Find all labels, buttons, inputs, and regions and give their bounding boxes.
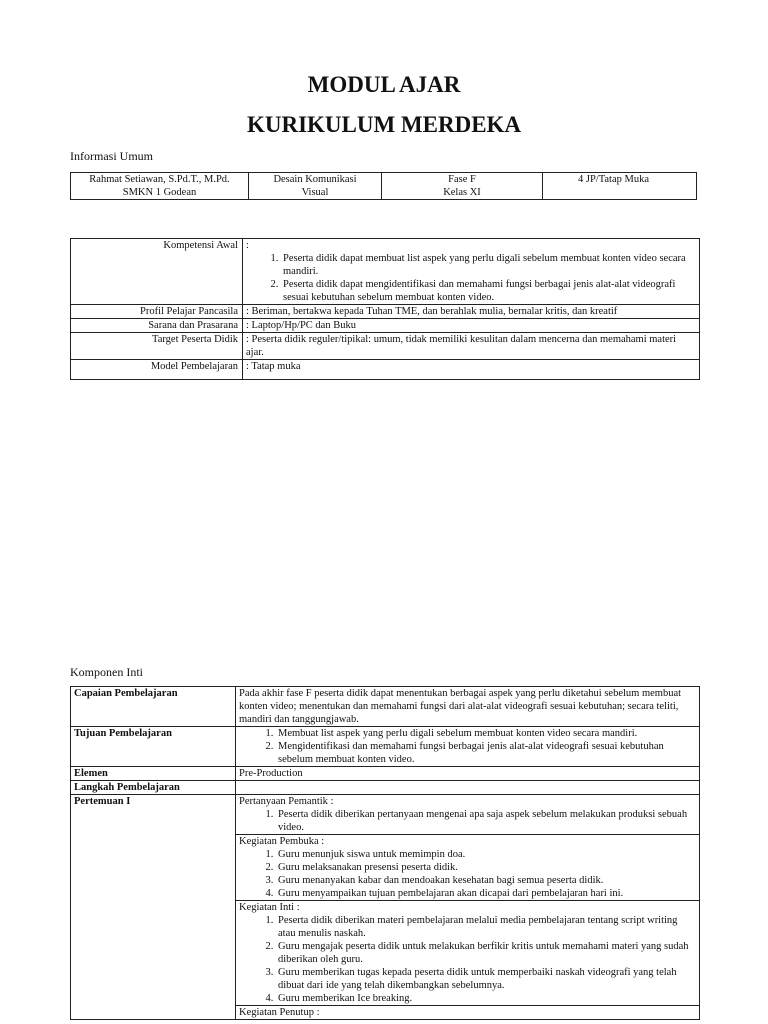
penutup-heading: Kegiatan Penutup :: [239, 1007, 320, 1018]
elemen-value: Pre-Production: [236, 767, 700, 781]
class-text: Kelas XI: [443, 187, 481, 198]
list-item: 4. Guru memberikan Ice breaking.: [276, 992, 696, 1005]
pemantik-heading: Pertanyaan Pemantik :: [239, 796, 334, 807]
author-name: Rahmat Setiawan, S.Pd.T., M.Pd.: [89, 174, 230, 185]
model-value: : Tatap muka: [243, 360, 700, 380]
model-label: Model Pembelajaran: [71, 360, 243, 380]
inti-heading: Kegiatan Inti :: [239, 902, 300, 913]
tujuan-list: [239, 727, 696, 766]
tujuan-value: [236, 727, 700, 767]
tujuan-label: Tujuan Pembelajaran: [71, 727, 236, 767]
langkah-value: [236, 781, 700, 795]
target-label: Target Peserta Didik: [71, 333, 243, 360]
target-value: : Peserta didik reguler/tipikal: umum, tidak memiliki kesulitan dalam mencerna dan memahami materi ajar.: [243, 333, 700, 360]
list-item: 3. Guru memberikan tugas kepada peserta didik untuk memperbaiki naskah videografi yang telah dibuat dari ide yang telah dikembangkan sebelumnya.: [276, 966, 696, 992]
capaian-label: Capaian Pembelajaran: [71, 687, 236, 727]
school-name: SMKN 1 Godean: [122, 187, 197, 198]
subject-cell: [249, 173, 382, 200]
capaian-value: Pada akhir fase F peserta didik dapat menentukan berbagai aspek yang perlu diketahui sebelum membuat konten video; menentukan dan memahami fungsi dari alat-alat videografi sesuai kebutuhan; secara teliti, mandiri dan tanggungjawab.: [236, 687, 700, 727]
allocation-cell: [543, 173, 697, 200]
profil-label: Profil Pelajar Pancasila: [71, 305, 243, 319]
core-table: [70, 686, 700, 1020]
list-item: 1. Peserta didik diberikan materi pembelajaran melalui media pembelajaran tentang script writing atau menulis naskah.: [276, 914, 696, 940]
document-title: MODUL AJAR: [307, 72, 461, 97]
penutup-cell: [236, 1006, 700, 1020]
kompetensi-awal-list: [246, 252, 696, 304]
phase-text: Fase F: [448, 174, 476, 185]
list-item: 1. Membuat list aspek yang perlu digali sebelum membuat konten video secara mandiri.: [276, 727, 696, 740]
list-item: 2. Mengidentifikasi dan memahami fungsi berbagai jenis alat-alat videografi sesuai kebutuhan sebelum membuat konten video.: [276, 740, 696, 766]
kompetensi-awal-value: [243, 239, 700, 305]
detail-table: [70, 238, 700, 380]
list-item: 3. Guru menanyakan kabar dan mendoakan kesehatan bagi semua peserta didik.: [276, 874, 696, 887]
pemantik-list: [239, 808, 696, 834]
list-item: 2. Peserta didik dapat mengidentifikasi dan memahami fungsi berbagai jenis alat-alat videografi sesuai kebutuhan sebelum membuat konten video.: [281, 278, 696, 304]
pertemuan-label: Pertemuan I: [71, 795, 236, 1020]
list-item: 1. Peserta didik diberikan pertanyaan mengenai apa saja aspek sebelum melakukan produksi sebuah video.: [276, 808, 696, 834]
info-table: [70, 172, 697, 200]
langkah-label: Langkah Pembelajaran: [71, 781, 236, 795]
inti-cell: [236, 901, 700, 1006]
profil-value: : Beriman, bertakwa kepada Tuhan TME, dan berahlak mulia, bernalar kritis, dan kreatif: [243, 305, 700, 319]
list-item: 2. Guru mengajak peserta didik untuk melakukan berfikir kritis untuk memahami materi yang sudah diberikan oleh guru.: [276, 940, 696, 966]
pembuka-cell: [236, 835, 700, 901]
kompetensi-awal-colon: :: [246, 240, 249, 251]
elemen-label: Elemen: [71, 767, 236, 781]
list-item: 1. Peserta didik dapat membuat list aspek yang perlu digali sebelum membuat konten video secara mandiri.: [281, 252, 696, 278]
pembuka-heading: Kegiatan Pembuka :: [239, 836, 325, 847]
document-subtitle: KURIKULUM MERDEKA: [246, 112, 522, 137]
sarana-value: : Laptop/Hp/PC dan Buku: [243, 319, 700, 333]
informasi-umum-heading: Informasi Umum: [70, 149, 153, 163]
sarana-label: Sarana dan Prasarana: [71, 319, 243, 333]
pembuka-list: [239, 848, 696, 900]
phase-cell: [382, 173, 543, 200]
list-item: 2. Guru melaksanakan presensi peserta didik.: [276, 861, 696, 874]
pemantik-cell: [236, 795, 700, 835]
inti-list: [239, 914, 696, 1005]
list-item: 1. Guru menunjuk siswa untuk memimpin doa.: [276, 848, 696, 861]
kompetensi-awal-label: Kompetensi Awal: [71, 239, 243, 305]
allocation-text: 4 JP/Tatap Muka: [578, 174, 650, 185]
author-cell: [71, 173, 249, 200]
komponen-inti-heading: Komponen Inti: [70, 665, 143, 679]
subject-line2: Visual: [301, 187, 329, 198]
list-item: 4. Guru menyampaikan tujuan pembelajaran akan dicapai dari pembelajaran hari ini.: [276, 887, 696, 900]
subject-line1: Desain Komunikasi: [273, 174, 357, 185]
